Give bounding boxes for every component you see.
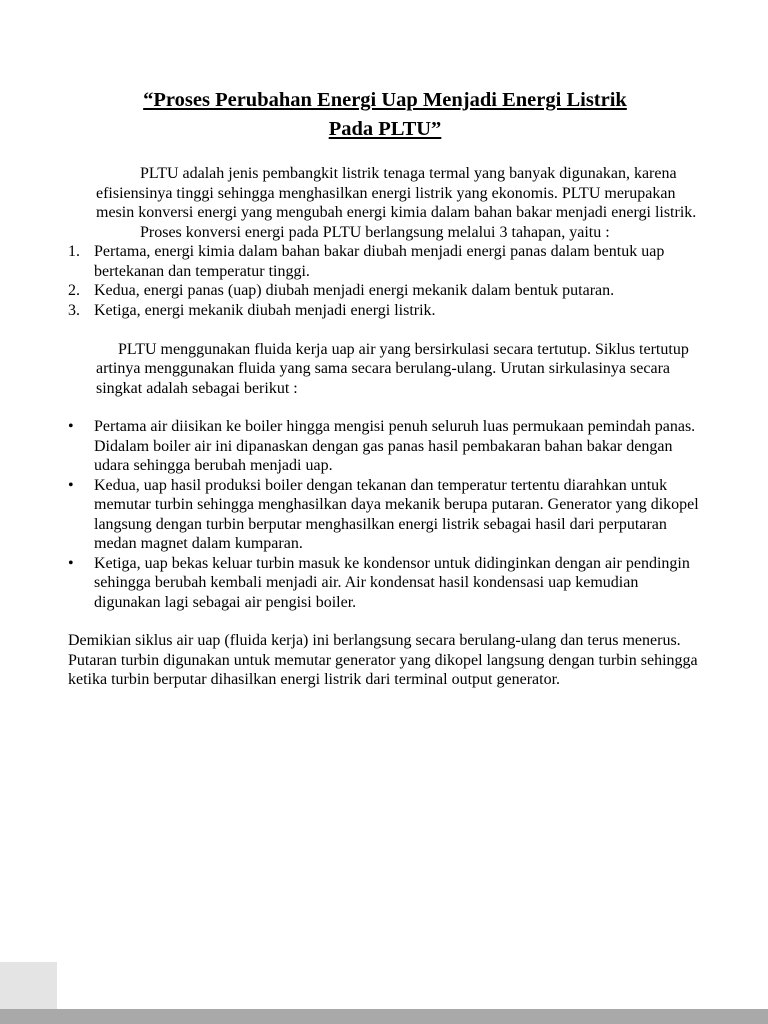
paragraph-spacer: [68, 321, 702, 340]
list-item: [68, 301, 702, 321]
list-item-text: Pertama air diisikan ke boiler hingga mengisi penuh seluruh luas permukaan pemindah panas. Didalam boiler air ini dipanaskan dengan gas panas hasil pembakaran bahan bakar dengan udara sehingga berubah menjadi uap.: [94, 418, 696, 475]
list-number: 2.: [68, 282, 80, 300]
list-item: [68, 281, 702, 301]
intro-paragraph-2: Proses konversi energi pada PLTU berlangsung melalui 3 tahapan, yaitu :: [140, 223, 610, 241]
closing-paragraph: Demikian siklus air uap (fluida kerja) ini berlangsung secara berulang-ulang dan terus menerus. Putaran turbin digunakan untuk memutar generator yang dikopel langsung dengan turbin sehingga ketika turbin berputar dihasilkan energi listrik dari terminal output generator.: [68, 632, 698, 689]
list-item-text: Kedua, uap hasil produksi boiler dengan tekanan dan temperatur tertentu diarahkan untuk memutar turbin sehingga menghasilkan daya mekanik berupa putaran. Generator yang dikopel langsung dengan turbin berputar menghasilkan energi listrik sebagai hasil dari perputaran medan magnet dalam kumparan.: [94, 476, 699, 553]
page-title: [68, 86, 702, 143]
list-item: [68, 242, 702, 281]
list-item: [68, 417, 702, 476]
list-item-text: Ketiga, energi mekanik diubah menjadi energi listrik.: [94, 301, 436, 319]
list-item: [68, 554, 702, 613]
bullet-icon: •: [68, 476, 74, 494]
intro-paragraph-1: PLTU adalah jenis pembangkit listrik tenaga termal yang banyak digunakan, karena efisiensinya tinggi sehingga menghasilkan energi listrik yang ekonomis. PLTU merupakan mesin konversi energi yang mengubah energi kimia dalam bahan bakar menjadi energi listrik.: [96, 165, 697, 222]
paragraph-spacer: [68, 398, 702, 417]
bullet-list: [68, 417, 702, 612]
list-number: 3.: [68, 301, 80, 319]
page-title-line-1: “Proses Perubahan Energi Uap Menjadi Energi Listrik: [143, 89, 627, 111]
list-item-text: Kedua, energi panas (uap) diubah menjadi energi mekanik dalam bentuk putaran.: [94, 282, 615, 300]
page-title-line-2: Pada PLTU”: [328, 117, 442, 140]
background-corner: [0, 962, 57, 1009]
list-item: [68, 476, 702, 554]
paragraph-spacer: [68, 612, 702, 631]
bullet-icon: •: [68, 418, 74, 436]
list-item-text: Pertama, energi kimia dalam bahan bakar diubah menjadi energi panas dalam bentuk uap bertekanan dan temperatur tinggi.: [94, 243, 665, 280]
cycle-intro-paragraph: PLTU menggunakan fluida kerja uap air yang bersirkulasi secara tertutup. Siklus tertutup artinya menggunakan fluida yang sama secara berulang-ulang. Urutan sirkulasinya secara singkat adalah sebagai berikut :: [96, 340, 689, 397]
list-item-text: Ketiga, uap bekas keluar turbin masuk ke kondensor untuk didinginkan dengan air pendingin sehingga berubah kembali menjadi air. Air kondensat hasil kondensasi uap kemudian digunakan lagi sebagai air pengisi boiler.: [94, 554, 690, 611]
numbered-list: [68, 242, 702, 320]
bullet-icon: •: [68, 554, 74, 572]
list-number: 1.: [68, 243, 80, 261]
